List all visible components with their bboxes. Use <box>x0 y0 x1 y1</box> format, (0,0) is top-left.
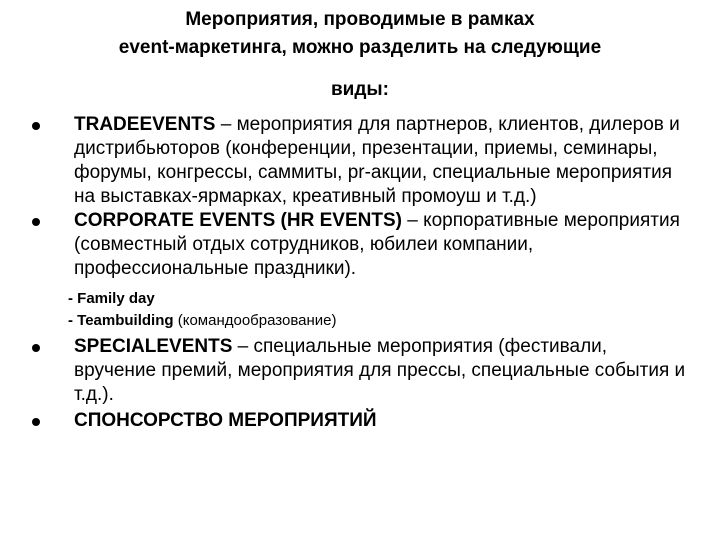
bullet-term: CORPORATE EVENTS (HR EVENTS) <box>74 210 402 231</box>
sub-item-family-day <box>32 288 692 310</box>
bullet-dot-icon <box>32 218 40 226</box>
bullet-dot-icon <box>32 122 40 130</box>
sub-item-label: - Family day <box>68 290 155 307</box>
title-line-2: event-маркетинга, можно разделить на следующие <box>118 37 602 58</box>
sub-item-note: (командообразование) <box>173 312 337 329</box>
bullet-dot-icon <box>32 418 40 426</box>
title-line-1: Мероприятия, проводимые в рамках <box>185 9 535 30</box>
bullet-text: – корпоративные мероприятия (совместный отдых сотрудников, юбилеи компании, профессиональные праздники). <box>74 210 680 279</box>
bullet-dot-icon <box>32 344 40 352</box>
bullet-term: SPECIALEVENTS <box>74 336 233 357</box>
sub-item-label: - Teambuilding <box>68 312 174 329</box>
bullet-item-trade-events <box>32 113 692 209</box>
bullet-text: – специальные мероприятия (фестивали, вручение премий, мероприятия для прессы, специальные события и т.д.). <box>74 336 686 405</box>
bullet-item-sponsorship <box>32 409 692 433</box>
bullet-item-corporate-events <box>32 209 692 281</box>
title-line-3: виды: <box>331 79 389 100</box>
bullet-term: СПОНСОРСТВО МЕРОПРИЯТИЙ <box>74 410 377 431</box>
bullet-item-special-events <box>32 335 692 407</box>
bullet-term: TRADEEVENTS <box>74 114 216 135</box>
bullet-text: – мероприятия для партнеров, клиентов, дилеров и дистрибьюторов (конференции, презентации, приемы, семинары, форумы, конгрессы, саммиты, pr-акции, специальные мероприятия на выставках-ярмарках, креативный промоуш и т.д.) <box>74 114 680 207</box>
sub-item-teambuilding <box>32 310 692 332</box>
bullet-list <box>32 113 692 433</box>
